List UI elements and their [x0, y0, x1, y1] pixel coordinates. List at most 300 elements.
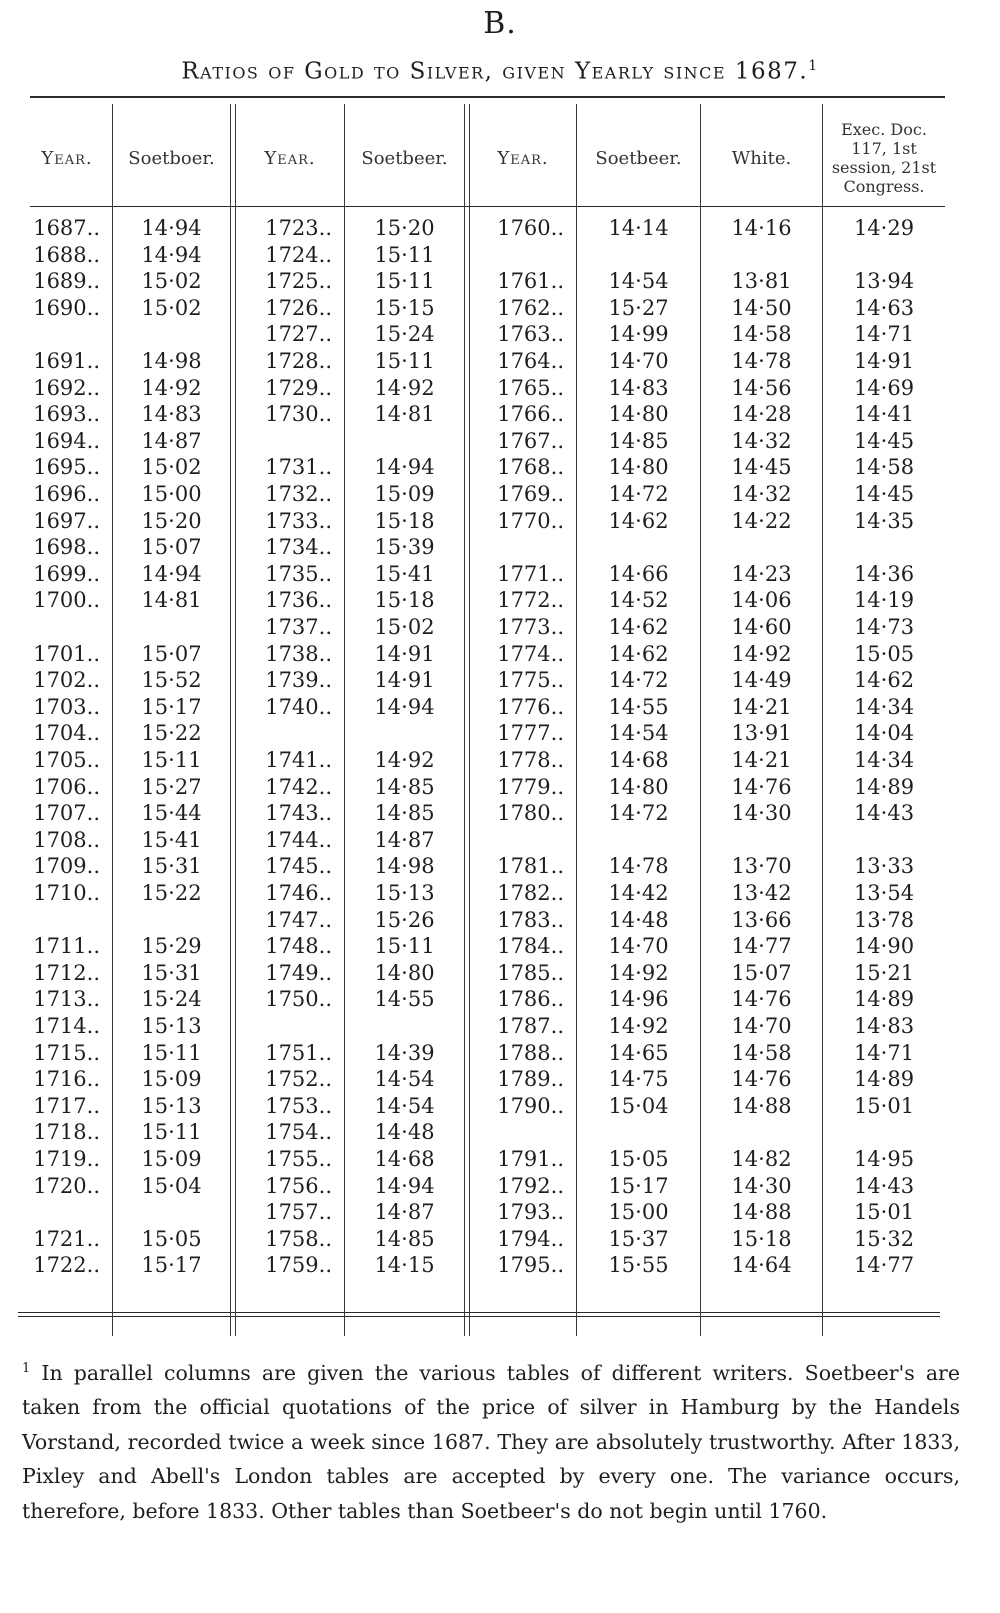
soetbeer-ratio-cell: 14·62 — [608, 508, 669, 533]
year-cell: 1719.. — [33, 1147, 100, 1171]
exec-ratio-cell: 14·41 — [853, 402, 915, 427]
year-cell: 1749.. — [265, 960, 332, 985]
soetbeer-ratio-cell: 14·87 — [374, 1200, 435, 1225]
year-cell: 1770.. — [497, 508, 564, 533]
year-cell: 1709.. — [33, 854, 100, 879]
soetbeer-ratio-cell: 14·54 — [608, 269, 669, 294]
white-ratio-cell: 14·30 — [731, 1173, 792, 1198]
soetbeer-ratio-cell: 14·92 — [608, 960, 669, 985]
year-cell: 1729.. — [265, 375, 332, 400]
year-cell: 1777.. — [497, 721, 564, 746]
soetbeer-ratio-cell: 15·44 — [141, 801, 202, 826]
soetbeer-ratio-cell: 15·04 — [141, 1173, 202, 1198]
year-cell: 1774.. — [497, 641, 564, 666]
column-divider — [464, 104, 465, 1336]
year-cell: 1722.. — [33, 1253, 100, 1278]
year-cell: 1764.. — [497, 349, 564, 373]
header-year-2: Year. — [264, 147, 316, 169]
white-ratio-cell: 13·42 — [731, 881, 792, 905]
exec-ratio-cell: 13·33 — [853, 854, 915, 879]
year-cell: 1724.. — [265, 242, 332, 267]
year-cell: 1723.. — [265, 216, 332, 240]
soetbeer-ratio-cell: 14·85 — [608, 428, 669, 453]
year-cell: 1690.. — [33, 295, 100, 320]
white-ratio-cell: 14·82 — [731, 1147, 792, 1171]
year-cell: 1725.. — [265, 269, 332, 294]
year-cell: 1784.. — [497, 934, 564, 959]
soetbeer-ratio-cell: 15·37 — [608, 1226, 669, 1251]
exec-ratio-cell: 15·01 — [853, 1093, 915, 1118]
soetbeer-ratio-cell: 14·48 — [374, 1120, 435, 1145]
soetbeer-ratio-cell: 14·87 — [141, 428, 202, 453]
soetbeer-ratio-cell: 14·54 — [608, 721, 669, 746]
year-cell: 1761.. — [497, 269, 564, 294]
soetbeer-ratio-cell: 15·11 — [374, 242, 435, 267]
exec-ratio-cell: 15·32 — [853, 1226, 915, 1251]
year-cell: 1700.. — [33, 588, 100, 613]
soetbeer-ratio-cell: 14·94 — [141, 242, 202, 267]
table-bottom-rule-2 — [18, 1316, 940, 1317]
soetbeer-ratio-cell: 14·80 — [608, 774, 669, 799]
year-cell: 1740.. — [265, 694, 332, 719]
white-ratio-cell: 14·56 — [731, 375, 792, 400]
year-cell: 1694.. — [33, 428, 100, 453]
soetbeer-ratio-cell: 14·66 — [608, 561, 669, 586]
soetbeer-ratio-cell: 14·54 — [374, 1067, 435, 1092]
year-cell: 1733.. — [265, 508, 332, 533]
year-cell: 1692.. — [33, 375, 100, 400]
soetbeer-ratio-cell: 14·94 — [374, 694, 435, 719]
soetbeer-ratio-cell: 15·41 — [374, 561, 435, 586]
soetbeer-ratio-cell: 15·11 — [374, 269, 435, 294]
soetbeer-ratio-cell: 14·92 — [374, 375, 435, 400]
soetbeer-ratio-cell: 15·31 — [141, 854, 202, 879]
year-cell: 1765.. — [497, 375, 564, 400]
soetbeer-ratio-cell: 14·83 — [141, 402, 202, 427]
white-ratio-cell: 14·64 — [731, 1253, 792, 1278]
year-cell: 1751.. — [265, 1040, 332, 1065]
exec-ratio-cell: 14·77 — [853, 1253, 915, 1278]
year-cell: 1746.. — [265, 881, 332, 905]
white-ratio-cell: 14·70 — [731, 1014, 792, 1038]
exec-ratio-cell: 14·04 — [853, 721, 915, 746]
soetbeer-ratio-cell: 14·68 — [374, 1147, 435, 1171]
year-cell: 1773.. — [497, 615, 564, 639]
soetbeer-ratio-cell: 14·62 — [608, 641, 669, 666]
exec-ratio-cell: 14·89 — [853, 774, 915, 799]
white-ratio-cell: 14·45 — [731, 455, 792, 480]
soetbeer-ratio-cell: 14·94 — [374, 1173, 435, 1198]
white-ratio-cell: 14·76 — [731, 987, 792, 1012]
year-cell: 1753.. — [265, 1093, 332, 1118]
year-cell: 1759.. — [265, 1253, 332, 1278]
year-cell: 1781.. — [497, 854, 564, 879]
year-cell: 1693.. — [33, 402, 100, 427]
year-cell: 1714.. — [33, 1014, 100, 1038]
header-exec-doc: Exec. Doc. 117, 1st session, 21st Congress. — [831, 120, 937, 196]
year-cell: 1717.. — [33, 1093, 100, 1118]
year-cell: 1691.. — [33, 349, 100, 373]
year-cell: 1697.. — [33, 508, 100, 533]
year-cell: 1748.. — [265, 934, 332, 959]
year-cell: 1772.. — [497, 588, 564, 613]
soetbeer-ratio-cell: 14·42 — [608, 881, 669, 905]
soetbeer-ratio-cell: 15·09 — [141, 1067, 202, 1092]
soetbeer-ratio-cell: 15·00 — [141, 482, 202, 506]
year-cell: 1775.. — [497, 668, 564, 693]
title-text: Ratios of Gold to Silver, given Yearly since 1687. — [181, 58, 809, 85]
soetbeer-ratio-cell: 14·70 — [608, 349, 669, 373]
soetbeer-ratio-cell: 15·04 — [608, 1093, 669, 1118]
soetbeer-ratio-cell: 15·20 — [141, 508, 202, 533]
white-ratio-cell: 13·81 — [731, 269, 792, 294]
year-cell: 1766.. — [497, 402, 564, 427]
soetbeer-ratio-cell: 15·02 — [141, 455, 202, 480]
exec-ratio-cell: 14·36 — [853, 561, 915, 586]
white-ratio-cell: 14·22 — [731, 508, 792, 533]
white-ratio-cell: 14·76 — [731, 774, 792, 799]
exec-ratio-cell: 14·89 — [853, 987, 915, 1012]
year-cell: 1792.. — [497, 1173, 564, 1198]
white-ratio-cell: 14·21 — [731, 694, 792, 719]
exec-ratio-cell: 13·94 — [853, 269, 915, 294]
soetbeer-ratio-cell: 15·18 — [374, 508, 435, 533]
year-cell: 1783.. — [497, 907, 564, 932]
exec-ratio-cell: 15·21 — [853, 960, 915, 985]
table-bottom-rule-1 — [18, 1312, 940, 1313]
soetbeer-ratio-cell: 15·17 — [141, 1253, 202, 1278]
year-cell: 1754.. — [265, 1120, 332, 1145]
year-cell: 1750.. — [265, 987, 332, 1012]
header-soetbeer-1: Soetboer. — [128, 147, 215, 169]
exec-ratio-cell: 14·71 — [853, 1040, 915, 1065]
white-ratio-cell: 14·49 — [731, 668, 792, 693]
white-ratio-cell: 14·58 — [731, 1040, 792, 1065]
soetbeer-ratio-cell: 14·92 — [608, 1014, 669, 1038]
exec-ratio-cell: 14·91 — [853, 349, 915, 373]
footnote-marker: 1 — [22, 1361, 31, 1376]
soetbeer-ratio-cell: 15·02 — [374, 615, 435, 639]
exec-ratio-cell: 14·63 — [853, 295, 915, 320]
year-cell: 1793.. — [497, 1200, 564, 1225]
white-ratio-cell: 14·16 — [731, 216, 792, 240]
soetbeer-ratio-cell: 15·22 — [141, 721, 202, 746]
year-cell: 1745.. — [265, 854, 332, 879]
soetbeer-ratio-cell: 15·02 — [141, 269, 202, 294]
year-cell: 1701.. — [33, 641, 100, 666]
year-cell: 1782.. — [497, 881, 564, 905]
year-cell: 1743.. — [265, 801, 332, 826]
footnote-text: In parallel columns are given the various tables of different writers. Soetbeer's are taken from the official quotations of the price of silver in Hamburg by the Handels Vorstand, recorded twice a week since 1687. They are absolutely trustworthy. After 1833, Pixley and Abell's London tables are accepted by every one. The variance occurs, therefore, before 1833. Other tables than Soetbeer's do not begin until 1760. — [22, 1360, 960, 1523]
exec-ratio-cell: 14·45 — [853, 428, 915, 453]
soetbeer-ratio-cell: 15·05 — [608, 1147, 669, 1171]
year-cell: 1780.. — [497, 801, 564, 826]
year-cell: 1727.. — [265, 322, 332, 347]
soetbeer-ratio-cell: 14·81 — [374, 402, 435, 427]
soetbeer-ratio-cell: 14·75 — [608, 1067, 669, 1092]
soetbeer-ratio-cell: 14·70 — [608, 934, 669, 959]
exec-ratio-cell: 13·54 — [853, 881, 915, 905]
soetbeer-ratio-cell: 14·62 — [608, 615, 669, 639]
white-ratio-cell: 14·92 — [731, 641, 792, 666]
year-cell: 1788.. — [497, 1040, 564, 1065]
title-footnote-marker: 1 — [808, 58, 819, 74]
soetbeer-ratio-cell: 15·11 — [141, 1040, 202, 1065]
soetbeer-ratio-cell: 15·11 — [141, 1120, 202, 1145]
exec-ratio-cell: 14·45 — [853, 482, 915, 506]
soetbeer-ratio-cell: 14·39 — [374, 1040, 435, 1065]
year-cell: 1689.. — [33, 269, 100, 294]
year-cell: 1699.. — [33, 561, 100, 586]
soetbeer-ratio-cell: 15·55 — [608, 1253, 669, 1278]
soetbeer-ratio-cell: 14·78 — [608, 854, 669, 879]
year-cell: 1744.. — [265, 827, 332, 852]
year-cell: 1688.. — [33, 242, 100, 267]
soetbeer-ratio-cell: 14·87 — [374, 827, 435, 852]
year-cell: 1776.. — [497, 694, 564, 719]
header-year-1: Year. — [41, 147, 93, 169]
soetbeer-ratio-cell: 14·15 — [374, 1253, 435, 1278]
table-title — [0, 58, 1000, 85]
soetbeer-ratio-cell: 15·41 — [141, 827, 202, 852]
soetbeer-ratio-cell: 15·29 — [141, 934, 202, 959]
year-cell: 1742.. — [265, 774, 332, 799]
soetbeer-ratio-cell: 15·15 — [374, 295, 435, 320]
year-cell: 1708.. — [33, 827, 100, 852]
year-cell: 1707.. — [33, 801, 100, 826]
year-cell: 1767.. — [497, 428, 564, 453]
year-cell: 1718.. — [33, 1120, 100, 1145]
table-top-rule — [30, 96, 945, 98]
year-cell: 1706.. — [33, 774, 100, 799]
soetbeer-ratio-cell: 15·31 — [141, 960, 202, 985]
white-ratio-cell: 14·60 — [731, 615, 792, 639]
white-ratio-cell: 13·91 — [731, 721, 792, 746]
soetbeer-ratio-cell: 14·14 — [608, 216, 669, 240]
soetbeer-ratio-cell: 15·02 — [141, 295, 202, 320]
soetbeer-ratio-cell: 15·18 — [374, 588, 435, 613]
exec-ratio-cell: 14·19 — [853, 588, 915, 613]
soetbeer-ratio-cell: 15·11 — [374, 934, 435, 959]
soetbeer-ratio-cell: 14·91 — [374, 641, 435, 666]
soetbeer-ratio-cell: 14·72 — [608, 482, 669, 506]
soetbeer-ratio-cell: 14·54 — [374, 1093, 435, 1118]
year-cell: 1791.. — [497, 1147, 564, 1171]
soetbeer-ratio-cell: 14·72 — [608, 668, 669, 693]
soetbeer-ratio-cell: 14·85 — [374, 1226, 435, 1251]
year-cell: 1721.. — [33, 1226, 100, 1251]
footnote — [22, 1352, 960, 1528]
soetbeer-ratio-cell: 15·05 — [141, 1226, 202, 1251]
soetbeer-ratio-cell: 15·22 — [141, 881, 202, 905]
year-cell: 1715.. — [33, 1040, 100, 1065]
year-cell: 1785.. — [497, 960, 564, 985]
year-cell: 1787.. — [497, 1014, 564, 1038]
soetbeer-ratio-cell: 14·94 — [374, 455, 435, 480]
soetbeer-ratio-cell: 14·81 — [141, 588, 202, 613]
exec-ratio-cell: 14·90 — [853, 934, 915, 959]
soetbeer-ratio-cell: 15·24 — [374, 322, 435, 347]
year-cell: 1698.. — [33, 535, 100, 560]
soetbeer-ratio-cell: 14·92 — [374, 748, 435, 772]
table-letter: B. — [483, 6, 517, 41]
exec-ratio-cell: 13·78 — [853, 907, 915, 932]
year-cell: 1687.. — [33, 216, 100, 240]
white-ratio-cell: 14·32 — [731, 428, 792, 453]
year-cell: 1732.. — [265, 482, 332, 506]
white-ratio-cell: 14·77 — [731, 934, 792, 959]
soetbeer-ratio-cell: 15·09 — [141, 1147, 202, 1171]
year-cell: 1731.. — [265, 455, 332, 480]
year-cell: 1760.. — [497, 216, 564, 240]
white-ratio-cell: 13·70 — [731, 854, 792, 879]
soetbeer-ratio-cell: 14·55 — [608, 694, 669, 719]
year-cell: 1730.. — [265, 402, 332, 427]
exec-ratio-cell: 14·43 — [853, 1173, 915, 1198]
soetbeer-ratio-cell: 14·85 — [374, 801, 435, 826]
year-cell: 1762.. — [497, 295, 564, 320]
year-cell: 1716.. — [33, 1067, 100, 1092]
exec-ratio-cell: 14·35 — [853, 508, 915, 533]
year-cell: 1702.. — [33, 668, 100, 693]
year-cell: 1763.. — [497, 322, 564, 347]
soetbeer-ratio-cell: 15·07 — [141, 641, 202, 666]
soetbeer-ratio-cell: 14·94 — [141, 561, 202, 586]
soetbeer-ratio-cell: 15·07 — [141, 535, 202, 560]
soetbeer-ratio-cell: 14·98 — [141, 349, 202, 373]
soetbeer-ratio-cell: 15·24 — [141, 987, 202, 1012]
year-cell: 1738.. — [265, 641, 332, 666]
white-ratio-cell: 14·58 — [731, 322, 792, 347]
soetbeer-ratio-cell: 15·09 — [374, 482, 435, 506]
white-ratio-cell: 15·18 — [731, 1226, 792, 1251]
year-cell: 1769.. — [497, 482, 564, 506]
soetbeer-ratio-cell: 14·92 — [141, 375, 202, 400]
year-cell: 1703.. — [33, 694, 100, 719]
year-cell: 1757.. — [265, 1200, 332, 1225]
year-cell: 1712.. — [33, 960, 100, 985]
year-cell: 1778.. — [497, 748, 564, 772]
soetbeer-ratio-cell: 14·94 — [141, 216, 202, 240]
white-ratio-cell: 14·30 — [731, 801, 792, 826]
soetbeer-ratio-cell: 15·11 — [141, 748, 202, 772]
soetbeer-ratio-cell: 14·80 — [608, 455, 669, 480]
year-cell: 1741.. — [265, 748, 332, 772]
white-ratio-cell: 14·50 — [731, 295, 792, 320]
soetbeer-ratio-cell: 14·83 — [608, 375, 669, 400]
soetbeer-ratio-cell: 14·91 — [374, 668, 435, 693]
soetbeer-ratio-cell: 15·17 — [608, 1173, 669, 1198]
column-divider — [230, 104, 231, 1336]
white-ratio-cell: 14·88 — [731, 1093, 792, 1118]
white-ratio-cell: 14·06 — [731, 588, 792, 613]
soetbeer-ratio-cell: 14·80 — [374, 960, 435, 985]
exec-ratio-cell: 14·62 — [853, 668, 915, 693]
year-cell: 1752.. — [265, 1067, 332, 1092]
soetbeer-ratio-cell: 15·13 — [141, 1014, 202, 1038]
year-cell: 1768.. — [497, 455, 564, 480]
year-cell: 1695.. — [33, 455, 100, 480]
header-year-3: Year. — [497, 147, 549, 169]
year-cell: 1786.. — [497, 987, 564, 1012]
exec-ratio-cell: 15·01 — [853, 1200, 915, 1225]
year-cell: 1734.. — [265, 535, 332, 560]
soetbeer-ratio-cell: 15·11 — [374, 349, 435, 373]
exec-ratio-cell: 15·05 — [853, 641, 915, 666]
exec-ratio-cell: 14·95 — [853, 1147, 915, 1171]
year-cell: 1705.. — [33, 748, 100, 772]
year-cell: 1710.. — [33, 881, 100, 905]
soetbeer-ratio-cell: 14·72 — [608, 801, 669, 826]
exec-ratio-cell: 14·34 — [853, 694, 915, 719]
soetbeer-ratio-cell: 14·65 — [608, 1040, 669, 1065]
soetbeer-ratio-cell: 14·55 — [374, 987, 435, 1012]
soetbeer-ratio-cell: 15·17 — [141, 694, 202, 719]
soetbeer-ratio-cell: 14·96 — [608, 987, 669, 1012]
year-cell: 1720.. — [33, 1173, 100, 1198]
exec-ratio-cell: 14·58 — [853, 455, 915, 480]
soetbeer-ratio-cell: 15·27 — [141, 774, 202, 799]
header-white: White. — [731, 147, 792, 169]
white-ratio-cell: 15·07 — [731, 960, 792, 985]
year-cell: 1737.. — [265, 615, 332, 639]
white-ratio-cell: 14·28 — [731, 402, 792, 427]
year-cell: 1736.. — [265, 588, 332, 613]
white-ratio-cell: 13·66 — [731, 907, 792, 932]
soetbeer-ratio-cell: 15·00 — [608, 1200, 669, 1225]
white-ratio-cell: 14·32 — [731, 482, 792, 506]
soetbeer-ratio-cell: 15·26 — [374, 907, 435, 932]
white-ratio-cell: 14·76 — [731, 1067, 792, 1092]
exec-ratio-cell: 14·69 — [853, 375, 915, 400]
soetbeer-ratio-cell: 14·80 — [608, 402, 669, 427]
year-cell: 1747.. — [265, 907, 332, 932]
exec-ratio-cell: 14·83 — [853, 1014, 915, 1038]
year-cell: 1696.. — [33, 482, 100, 506]
soetbeer-ratio-cell: 14·99 — [608, 322, 669, 347]
year-cell: 1771.. — [497, 561, 564, 586]
soetbeer-ratio-cell: 15·39 — [374, 535, 435, 560]
header-soetbeer-2: Soetbeer. — [361, 147, 448, 169]
soetbeer-ratio-cell: 15·27 — [608, 295, 669, 320]
exec-ratio-cell: 14·34 — [853, 748, 915, 772]
soetbeer-ratio-cell: 15·20 — [374, 216, 435, 240]
exec-ratio-cell: 14·43 — [853, 801, 915, 826]
white-ratio-cell: 14·23 — [731, 561, 792, 586]
white-ratio-cell: 14·21 — [731, 748, 792, 772]
year-cell: 1758.. — [265, 1226, 332, 1251]
year-cell: 1779.. — [497, 774, 564, 799]
year-cell: 1789.. — [497, 1067, 564, 1092]
year-cell: 1756.. — [265, 1173, 332, 1198]
year-cell: 1795.. — [497, 1253, 564, 1278]
soetbeer-ratio-cell: 14·52 — [608, 588, 669, 613]
exec-ratio-cell: 14·89 — [853, 1067, 915, 1092]
soetbeer-ratio-cell: 14·68 — [608, 748, 669, 772]
year-cell: 1735.. — [265, 561, 332, 586]
year-cell: 1790.. — [497, 1093, 564, 1118]
year-cell: 1739.. — [265, 668, 332, 693]
year-cell: 1711.. — [33, 934, 100, 959]
white-ratio-cell: 14·88 — [731, 1200, 792, 1225]
soetbeer-ratio-cell: 15·52 — [141, 668, 202, 693]
year-cell: 1713.. — [33, 987, 100, 1012]
year-cell: 1704.. — [33, 721, 100, 746]
exec-ratio-cell: 14·73 — [853, 615, 915, 639]
header-soetbeer-3: Soetbeer. — [595, 147, 682, 169]
soetbeer-ratio-cell: 14·85 — [374, 774, 435, 799]
soetbeer-ratio-cell: 14·48 — [608, 907, 669, 932]
